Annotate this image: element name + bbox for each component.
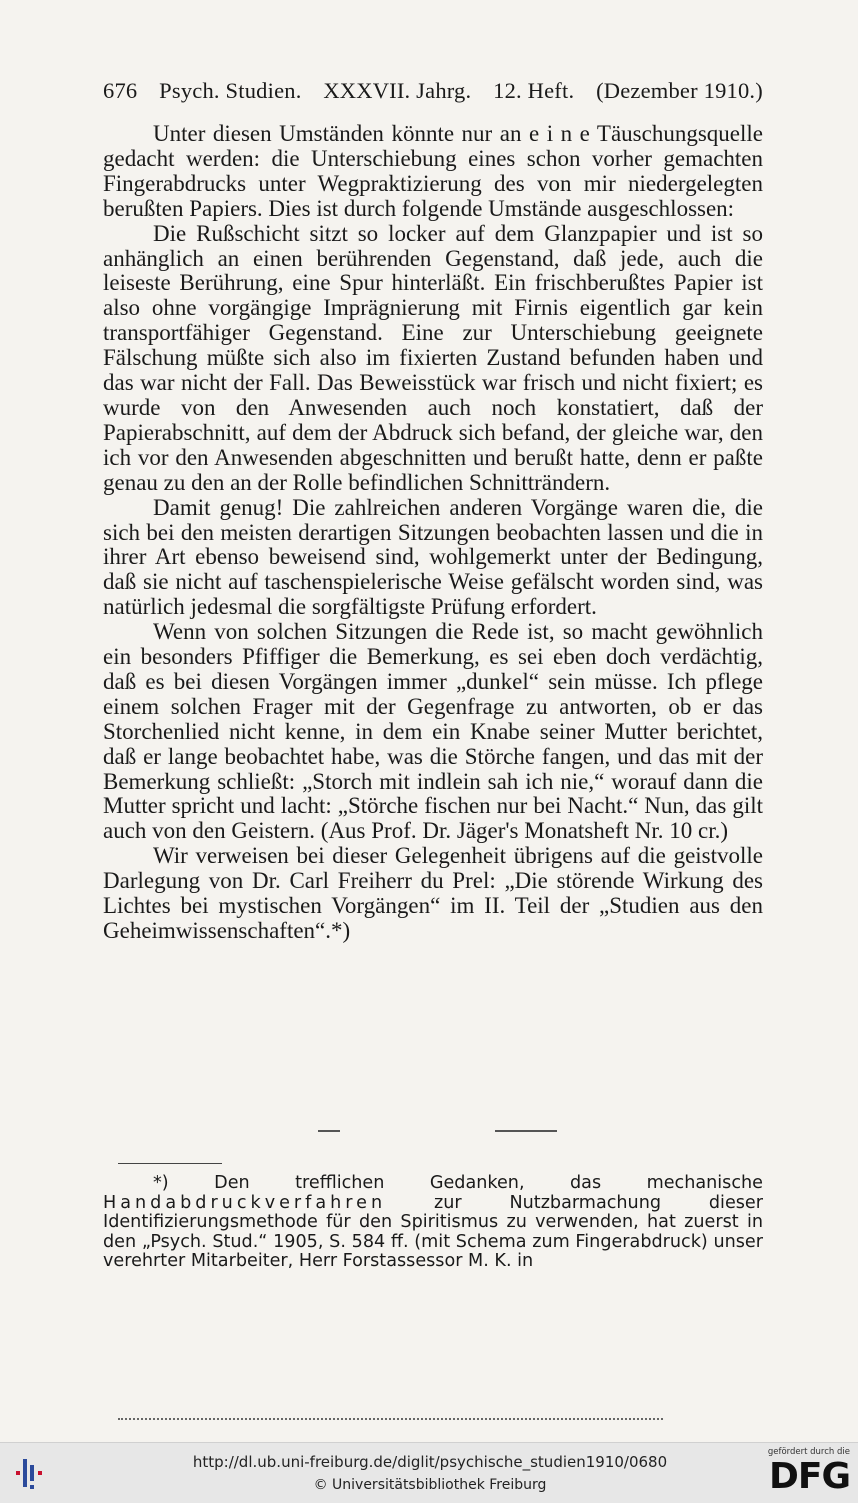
running-header xyxy=(103,78,763,104)
paragraph-4: Wenn von solchen Sitzungen die Rede ist, so macht gewöhnlich ein besonders Pfiffiger die Bemerkung, es sei eben doch verdächtig, daß es bei diesen Vorgängen immer „dunkel“ sein müsse. Ich pflege einem solchen Frager mit der Gegenfrage zu antworten, ob er das Storchenlied nicht kenne, in dem ein Knabe seiner Mutter berichtet, daß er lange beobachtet habe, was die Störche fangen, und das mit der Bemerkung schließt: „Storch mit indlein sah ich nie,“ worauf dann die Mutter spricht und lacht: „Störche fischen nur bei Nacht.“ Nun, das gilt auch von den Geistern. (Aus Prof. Dr. Jäger's Monatsheft Nr. 10 cr.) xyxy=(103,619,763,844)
footer-copyright: © Universitätsbibliothek Freiburg xyxy=(313,1477,547,1493)
footnote xyxy=(103,1174,763,1272)
footnote-spaced-term: Handabdruckverfahren xyxy=(103,1192,387,1213)
bottom-scan-marks xyxy=(118,1418,663,1423)
issue-label: 12. Heft. xyxy=(493,78,575,103)
footnote-text-before: Den trefflichen Gedanken, das mechanische xyxy=(214,1173,763,1193)
footnote-text-after: zur Nutzbarmachung dieser Identifizierungsmethode für den Spiritismus zu verwenden, hat zuerst in den „Psych. Stud.“ 1905, S. 584 ff. (mit Schema zum Fingerabdruck) unser verehrter Mitarbeiter, Herr Forstassessor M. K. in xyxy=(103,1192,763,1271)
funder-label: gefördert durch die xyxy=(767,1447,850,1457)
paragraph-2: Die Rußschicht sitzt so locker auf dem Glanzpapier und ist so anhänglich an einen berührenden Gegenstand, daß jede, auch die leiseste Berührung, eine Spur hinterläßt. Ein frischberußtes Papier ist also ohne vorgängige Imprägnierung mit Firnis eigentlich gar kein transportfähiger Gegenstand. Eine zur Unterschiebung geeignete Fälschung müßte sich also im fixierten Zustand befunden haben und das war nicht der Fall. Das Beweisstück war frisch und nicht fixiert; es wurde von den Anwesenden auch noch konstatiert, daß der Papierabschnitt, auf dem der Abdruck sich befand, der gleiche war, den ich vor den Anwesenden abgeschnitten und berußt hatte, denn er paßte genau zu den an der Rolle befindlichen Schnitträndern. xyxy=(103,220,763,495)
paragraph-5: Wir verweisen bei dieser Gelegenheit übrigens auf die geistvolle Darlegung von Dr. Carl Freiherr du Prel: „Die störende Wirkung des Lichtes bei mystischen Vorgängen“ im II. Teil der „Studien aus den Geheimwissenschaften“.*) xyxy=(103,843,763,943)
library-logo-icon xyxy=(14,1451,54,1495)
journal-title: Psych. Studien. xyxy=(159,78,302,103)
footer-url[interactable]: http://dl.ub.uni-freiburg.de/diglit/psychische_studien1910/0680 xyxy=(192,1453,668,1471)
paragraph-3: Damit genug! Die zahlreichen anderen Vorgänge waren die, die sich bei den meisten derartigen Sitzungen beobachten lassen und die in ihrer Art ebenso beweisend sind, wohlgemerkt unter der Bedingung, daß sie nicht auf taschenspielerische Weise gefälscht worden sind, was natürlich jedesmal die sorgfältigste Prüfung erfordert. xyxy=(103,494,763,620)
paragraph-1: Unter diesen Umständen könnte nur an e i n e Täuschungsquelle gedacht werden: die Unterschiebung eines schon vorher gemachten Fingerabdrucks unter Wegpraktizierung des von mir niedergelegten berußten Papiers. Dies ist durch folgende Umstände ausgeschlossen: xyxy=(103,121,763,221)
body-text xyxy=(103,122,763,944)
dfg-logo: DFG xyxy=(768,1456,850,1497)
footnote-marker: *) xyxy=(153,1173,169,1193)
issue-date: (Dezember 1910.) xyxy=(596,78,763,103)
section-separator-right xyxy=(495,1130,557,1132)
page-number: 676 xyxy=(103,78,138,103)
footnote-rule xyxy=(118,1163,222,1164)
section-separator-left xyxy=(318,1130,340,1132)
footer-bar xyxy=(0,1442,858,1503)
volume-label: XXXVII. Jahrg. xyxy=(323,78,472,103)
